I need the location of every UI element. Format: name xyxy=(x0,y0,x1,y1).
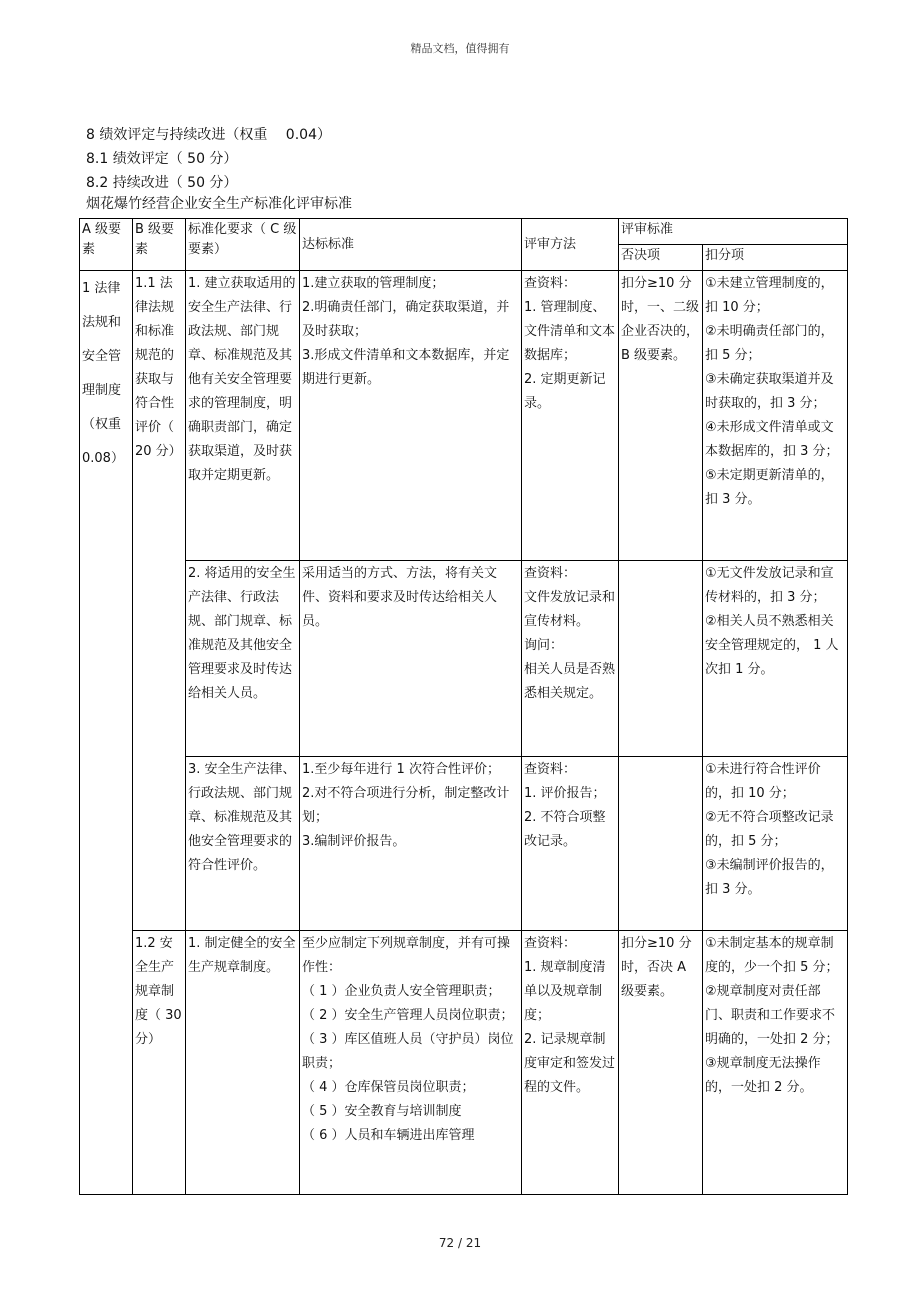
method-line: 文件发放记录和宣传材料。 xyxy=(524,590,616,629)
deduction-line: ③未编制评价报告的，扣 3 分。 xyxy=(705,858,834,897)
method-line: 相关人员是否熟悉相关规定。 xyxy=(524,662,616,701)
table-row xyxy=(80,931,848,1195)
standard-line: 1.至少每年进行 1 次符合性评价； xyxy=(302,762,500,777)
method-cell xyxy=(522,271,619,561)
b-element-cell: 1.1 法律法规和标准规范的获取与符合性评价（ 20 分） xyxy=(133,271,186,931)
method-line: 2. 定期更新记录。 xyxy=(524,372,606,411)
method-line: 2. 记录规章制度审定和签发过程的文件。 xyxy=(524,1032,616,1095)
deduction-line: ①未建立管理制度的，扣 10 分； xyxy=(705,276,834,315)
standard-line: （ 3 ）库区值班人员（守护员）岗位职责； xyxy=(302,1032,514,1071)
standard-cell xyxy=(300,931,522,1195)
page-header: 精品文档，值得拥有 xyxy=(410,42,510,55)
page-number: 72 / 21 xyxy=(438,1236,482,1250)
standard-line: 2.对不符合项进行分析，制定整改计划； xyxy=(302,786,510,825)
deduction-cell xyxy=(703,561,848,757)
section-heading-8-1: 8.1 绩效评定（ 50 分） xyxy=(86,151,238,167)
section-heading-8-2: 8.2 持续改进（ 50 分） xyxy=(86,175,238,191)
standard-line: 3.形成文件清单和文本数据库，并定期进行更新。 xyxy=(302,348,510,387)
header-criteria: 评审标准 xyxy=(619,219,848,245)
header-deduction: 扣分项 xyxy=(703,245,848,271)
deduction-line: ①无文件发放记录和宣传材料的，扣 3 分； xyxy=(705,566,834,605)
deduction-line: ②无不符合项整改记录的，扣 5 分； xyxy=(705,810,834,849)
deduction-cell xyxy=(703,757,848,931)
deduction-cell xyxy=(703,931,848,1195)
method-cell xyxy=(522,561,619,757)
deduction-line: ③未确定获取渠道并及时获取的，扣 3 分； xyxy=(705,372,834,411)
method-line: 查资料： xyxy=(524,276,577,291)
deduction-line: ④未形成文件清单或文本数据库的，扣 3 分； xyxy=(705,420,839,459)
deduction-line: ②未明确责任部门的，扣 5 分； xyxy=(705,324,834,363)
deduction-line: ⑤未定期更新清单的，扣 3 分。 xyxy=(705,468,834,507)
a-element-cell: 1 法律法规和安全管理制度（权重 0.08） xyxy=(80,271,133,1195)
method-line: 查资料： xyxy=(524,936,577,951)
section-heading-8: 8 绩效评定与持续改进（权重 0.04） xyxy=(86,127,331,143)
deduction-line: ②规章制度对责任部门、职责和工作要求不明确的，一处扣 2 分； xyxy=(705,984,839,1047)
standard-line: 2.明确责任部门，确定获取渠道，并及时获取； xyxy=(302,300,510,339)
method-line: 1. 规章制度清单以及规章制度； xyxy=(524,960,606,1023)
standard-line: 至少应制定下列规章制度，并有可操作性： xyxy=(302,936,511,975)
table-row xyxy=(80,271,848,561)
method-line: 1. 评价报告； xyxy=(524,786,606,801)
deduction-line: ③规章制度无法操作的，一处扣 2 分。 xyxy=(705,1056,821,1095)
method-line: 1. 管理制度、文件清单和文本数据库； xyxy=(524,300,616,363)
standard-line: （ 5 ）安全教育与培训制度 xyxy=(302,1104,462,1119)
deduction-line: ①未制定基本的规章制度的，少一个扣 5 分； xyxy=(705,936,839,975)
c-element-cell: 3. 安全生产法律、行政法规、部门规章、标准规范及其他安全管理要求的符合性评价。 xyxy=(186,757,300,931)
standard-cell xyxy=(300,561,522,757)
veto-cell xyxy=(619,757,703,931)
c-element-cell: 1. 建立获取适用的安全生产法律、行政法规、部门规章、标准规范及其他有关安全管理要求的管理制度，明确职责部门，确定获取渠道，及时获取并定期更新。 xyxy=(186,271,300,561)
standard-cell xyxy=(300,757,522,931)
table-row xyxy=(80,561,848,757)
veto-cell: 扣分≥10 分时，否决 A 级要素。 xyxy=(619,931,703,1195)
header-veto: 否决项 xyxy=(619,245,703,271)
standard-line: （ 6 ）人员和车辆进出库管理 xyxy=(302,1128,475,1143)
standard-line: （ 4 ）仓库保管员岗位职责； xyxy=(302,1080,475,1095)
header-a-element: A 级要素 xyxy=(80,219,133,271)
veto-cell: 扣分≥10 分时，一、二级企业否决的，B 级要素。 xyxy=(619,271,703,561)
deduction-line: ①未进行符合性评价的，扣 10 分； xyxy=(705,762,821,801)
method-line: 查资料： xyxy=(524,566,577,581)
document-title: 烟花爆竹经营企业安全生产标准化评审标准 xyxy=(86,196,352,212)
standard-line: 1.建立获取的管理制度； xyxy=(302,276,445,291)
method-line: 2. 不符合项整改记录。 xyxy=(524,810,606,849)
standard-line: 3.编制评价报告。 xyxy=(302,834,406,849)
deduction-cell xyxy=(703,271,848,561)
veto-cell xyxy=(619,561,703,757)
header-b-element: B 级要素 xyxy=(133,219,186,271)
standard-cell xyxy=(300,271,522,561)
b-element-cell: 1.2 安全生产规章制度（ 30 分） xyxy=(133,931,186,1195)
header-method: 评审方法 xyxy=(522,219,619,271)
method-line: 查资料： xyxy=(524,762,577,777)
deduction-line: ②相关人员不熟悉相关安全管理规定的， 1 人次扣 1 分。 xyxy=(705,614,839,677)
header-standard: 达标标准 xyxy=(300,219,522,271)
c-element-cell: 1. 制定健全的安全生产规章制度。 xyxy=(186,931,300,1195)
method-line: 询问： xyxy=(524,638,564,653)
table-row xyxy=(80,757,848,931)
c-element-cell: 2. 将适用的安全生产法律、行政法规、部门规章、标准规范及其他安全管理要求及时传达给相关人员。 xyxy=(186,561,300,757)
standard-line: （ 2 ）安全生产管理人员岗位职责； xyxy=(302,1008,514,1023)
standard-line: 采用适当的方式、方法，将有关文件、资料和要求及时传达给相关人员。 xyxy=(302,566,498,629)
method-cell xyxy=(522,931,619,1195)
standard-line: （ 1 ）企业负责人安全管理职责； xyxy=(302,984,501,999)
method-cell xyxy=(522,757,619,931)
header-c-element: 标准化要求（ C 级要素） xyxy=(186,219,300,271)
review-standard-table xyxy=(79,218,848,1195)
